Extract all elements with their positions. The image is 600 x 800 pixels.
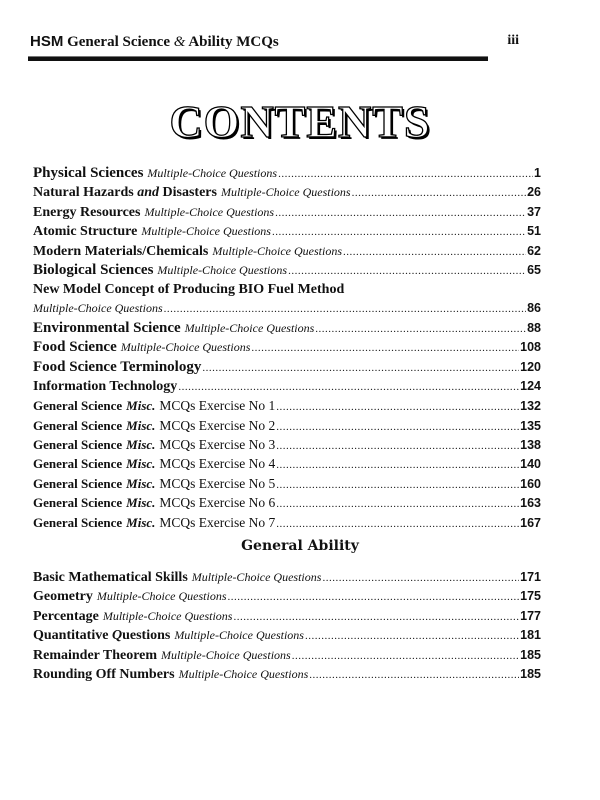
- ampersand: &: [173, 34, 186, 50]
- book-title: [30, 33, 279, 51]
- toc-entry[interactable]: Environmental Science Multiple-Choice Questions ..... 88: [33, 319, 541, 338]
- title-part-2: Ability MCQs: [188, 34, 279, 50]
- toc-entry[interactable]: Information Technology ..... 124: [33, 377, 541, 396]
- toc-ability: [33, 568, 541, 684]
- toc-entry[interactable]: Food Science Terminology ..... 120: [33, 358, 541, 377]
- leader-dots: [305, 627, 519, 646]
- toc-entry[interactable]: General Science Misc. MCQs Exercise No 4 ..... 140: [33, 454, 541, 473]
- toc-entry[interactable]: Remainder Theorem Multiple-Choice Questions ..... 185: [33, 646, 541, 665]
- leader-dots: [278, 165, 533, 184]
- toc-entry[interactable]: General Science Misc. MCQs Exercise No 7 ..... 167: [33, 513, 541, 532]
- toc-entry[interactable]: Basic Mathematical Skills Multiple-Choice Questions ..... 171: [33, 568, 541, 587]
- toc-entry[interactable]: General Science Misc. MCQs Exercise No 2 ..... 135: [33, 416, 541, 435]
- leader-dots: [276, 495, 519, 514]
- leader-dots: [272, 223, 526, 242]
- header-rule: [28, 56, 488, 61]
- leader-dots: [276, 418, 519, 437]
- section-heading-general-ability: General Ability: [241, 538, 359, 554]
- leader-dots: [276, 515, 519, 534]
- leader-dots: [292, 647, 519, 666]
- leader-dots: [164, 300, 526, 319]
- toc-entry[interactable]: General Science Misc. MCQs Exercise No 5 ..... 160: [33, 474, 541, 493]
- leader-dots: [276, 398, 519, 417]
- toc-entry[interactable]: General Science Misc. MCQs Exercise No 1 ..... 132: [33, 396, 541, 415]
- toc-entry[interactable]: Food Science Multiple-Choice Questions ..... 108: [33, 338, 541, 357]
- leader-dots: [276, 456, 519, 475]
- toc-entry[interactable]: New Model Concept of Producing BIO Fuel Method Multiple-Choice Questions ..... 86: [33, 280, 541, 318]
- running-header: [30, 33, 552, 53]
- leader-dots: [343, 243, 526, 262]
- leader-dots: [251, 339, 519, 358]
- toc-entry[interactable]: Geometry Multiple-Choice Questions ..... 175: [33, 587, 541, 606]
- toc-entry[interactable]: Quantitative Questions Multiple-Choice Questions ..... 181: [33, 626, 541, 645]
- leader-dots: [352, 184, 526, 203]
- leader-dots: [276, 437, 519, 456]
- toc-entry[interactable]: Biological Sciences Multiple-Choice Questions ..... 65: [33, 261, 541, 280]
- leader-dots: [315, 320, 526, 339]
- toc-entry[interactable]: Rounding Off Numbers Multiple-Choice Questions ..... 185: [33, 665, 541, 684]
- toc-entry[interactable]: General Science Misc. MCQs Exercise No 6 ..... 163: [33, 493, 541, 512]
- leader-dots: [233, 608, 519, 627]
- title-part-1: General Science: [67, 34, 170, 50]
- toc-entry[interactable]: General Science Misc. MCQs Exercise No 3 ..... 138: [33, 435, 541, 454]
- toc-entry[interactable]: Natural Hazards and Disasters Multiple-Choice Questions ..... 26: [33, 183, 541, 202]
- page-number: iii: [507, 33, 519, 48]
- toc-entry[interactable]: Modern Materials/Chemicals Multiple-Choice Questions ..... 62: [33, 242, 541, 261]
- leader-dots: [178, 378, 519, 397]
- leader-dots: [228, 588, 520, 607]
- leader-dots: [202, 359, 519, 378]
- brand: HSM: [30, 33, 64, 50]
- toc-entry[interactable]: Energy Resources Multiple-Choice Questions ..... 37: [33, 203, 541, 222]
- leader-dots: [322, 569, 519, 588]
- toc-entry[interactable]: Percentage Multiple-Choice Questions ..... 177: [33, 607, 541, 626]
- leader-dots: [276, 476, 519, 495]
- toc-entry[interactable]: Atomic Structure Multiple-Choice Questions ..... 51: [33, 222, 541, 241]
- leader-dots: [275, 204, 526, 223]
- leader-dots: [309, 666, 519, 685]
- toc-science: [33, 164, 541, 532]
- toc-entry[interactable]: Physical Sciences Multiple-Choice Questions ..... 1: [33, 164, 541, 183]
- leader-dots: [288, 262, 526, 281]
- page-title: CONTENTS: [169, 96, 431, 147]
